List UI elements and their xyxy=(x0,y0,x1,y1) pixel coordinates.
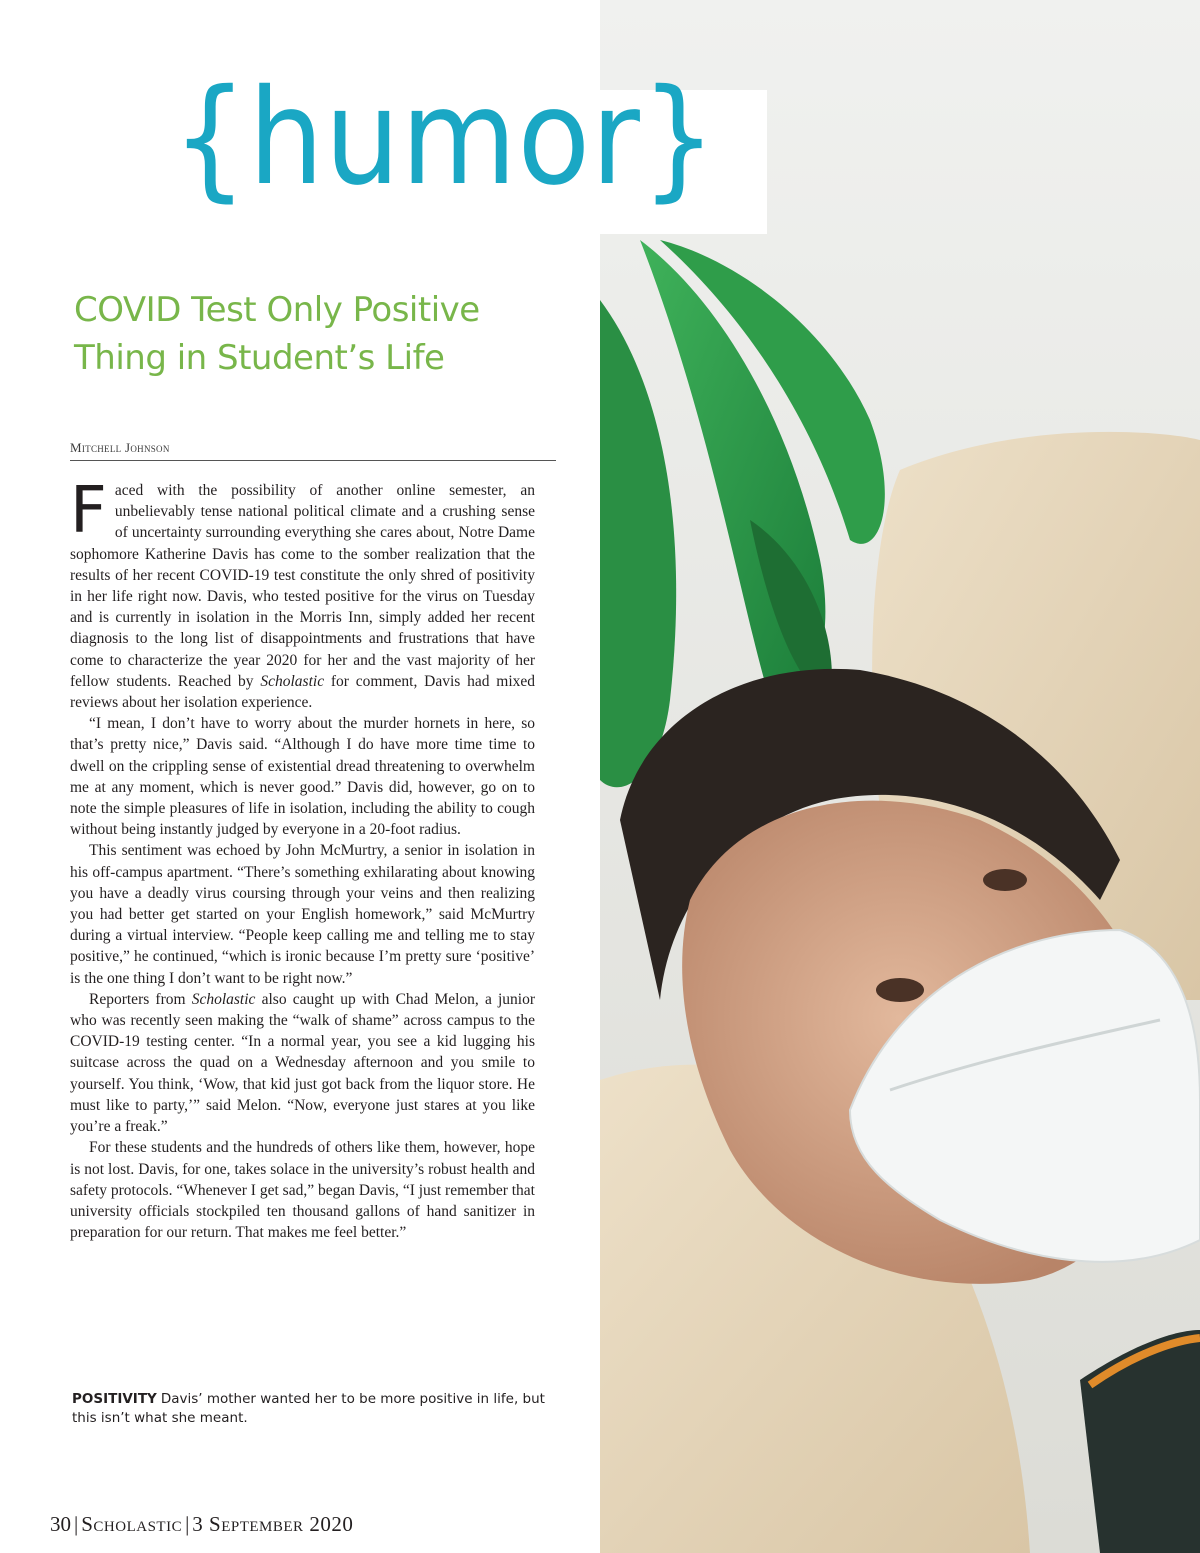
caption-text: Davis’ mother wanted her to be more positive in life, but this isn’t what she meant. xyxy=(72,1391,545,1426)
footer-publication: Scholastic xyxy=(81,1512,183,1536)
paragraph-2: “I mean, I don’t have to worry about the murder hornets in here, so that’s pretty nice,” Davis said. “Although I do have more time time to dwell on the crippling sense of existential dread threatening to overwhelm me at any moment, which is never good.” Davis did, however, go on to note the simple pleasures of life in isolation, including the ability to cough without being instantly judged by everyone in a 20-foot radius. xyxy=(70,715,535,839)
footer-date: 3 September 2020 xyxy=(192,1512,354,1536)
article-body xyxy=(70,474,536,1243)
page-number: 30 xyxy=(50,1512,71,1536)
paragraph-3: This sentiment was echoed by John McMurtry, a senior in isolation in his off-campus apartment. “There’s something exhilarating about knowing you have a deadly virus coursing through your veins and then realizing you had better get started on your English homework,” said McMurtry during a virtual interview. “People keep calling me and telling me to stay positive,” he continued, “which is ironic because I’m pretty sure ‘positive’ is the one thing I don’t want to be right now.” xyxy=(70,842,535,987)
headline-line-2: Thing in Student’s Life xyxy=(74,338,445,378)
headline xyxy=(74,286,574,382)
footer-divider: | xyxy=(185,1512,190,1536)
paragraph-1: Faced with the possibility of another online semester, an unbelievably tense national political climate and a crushing sense of uncertainty surrounding everything she cares about, Notre Dame sophomore Katherine Davis has come to the somber realization that the results of her recent COVID-19 test constitute the only shred of positivity in her life right now. Davis, who tested positive for the virus on Tuesday and is currently in isolation in the Morris Inn, simply added her recent diagnosis to the long list of disappointments and frustrations that have come to characterize the year 2020 for her and the vast majority of her fellow students. Reached by Scholastic for comment, Davis had mixed reviews about her isolation experience. xyxy=(70,474,536,712)
paragraph-5: For these students and the hundreds of others like them, however, hope is not lost. Davis, for one, takes solace in the university’s robust health and safety protocols. “Whenever I get sad,” began Davis, “I just remember that university officials stockpiled ten thousand gallons of hand sanitizer in preparation for our return. That makes me feel better.” xyxy=(70,1139,535,1242)
caption-label: POSITIVITY xyxy=(72,1391,157,1407)
page-footer xyxy=(50,1512,353,1537)
footer-divider: | xyxy=(74,1512,79,1536)
headline-line-1: COVID Test Only Positive xyxy=(74,290,480,330)
byline: Mitchell Johnson xyxy=(70,440,556,461)
drop-cap: F xyxy=(70,474,107,548)
photo-caption xyxy=(72,1390,552,1428)
publication-name: Scholastic xyxy=(191,990,256,1008)
paragraph-4: Reporters from Scholastic also caught up with Chad Melon, a junior who was recently seen making the “walk of shame” across campus to the COVID-19 testing center. “In a normal year, you see a kid lugging his suitcase across the quad on a Wednesday afternoon and you smile to yourself. You think, ‘Wow, that kid just got back from the liquor store. He must like to party,’” said Melon. “Now, everyone just stares at you like you’re a freak.” xyxy=(70,990,536,1136)
publication-name: Scholastic xyxy=(260,672,325,690)
section-label: {humor} xyxy=(172,61,718,215)
